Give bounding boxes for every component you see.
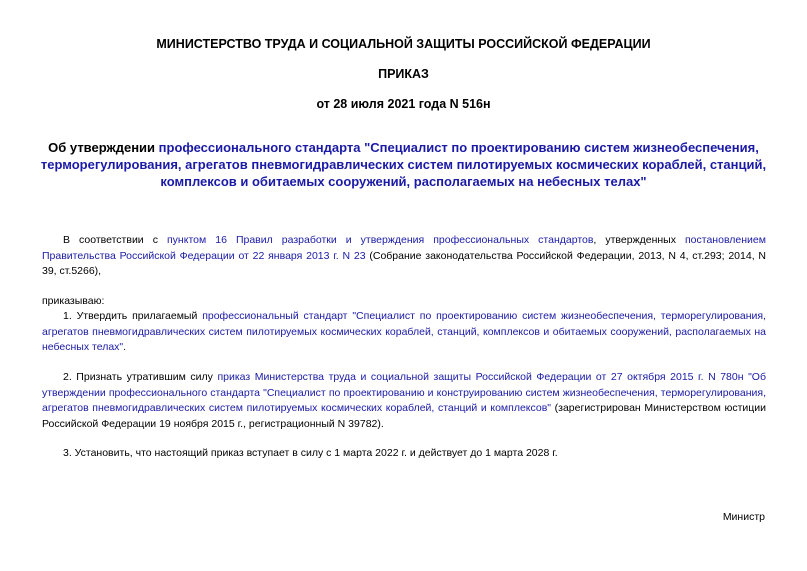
item-2-end: (зарегистрирован Министерством юстиции Российской Федерации 19 ноября 2015 г., регистрационный N 39782). <box>42 402 766 430</box>
item-3-paragraph: 3. Установить, что настоящий приказ вступает в силу с 1 марта 2022 г. и действует до 1 марта 2028 г. <box>63 447 558 459</box>
signature-title: Министр <box>722 511 765 523</box>
title-standard-link[interactable]: профессионального стандарта "Специалист по проектированию систем жизнеобеспечения, терморегулирования, агрегатов пневмогидравлических систем пилотируемых космических кораблей, станций, комплексов и обитаемых сооружений, располагаемых на небесных телах" <box>40 140 767 189</box>
item-1-end: . <box>123 341 127 353</box>
preamble-decree-link[interactable]: постановлением Правительства Российской Федерации от 22 января 2013 г. N 23 <box>42 234 766 262</box>
document-type: ПРИКАЗ <box>378 67 429 81</box>
item-1-text: 1. Утвердить прилагаемый <box>63 310 203 322</box>
item-1-paragraph <box>42 309 766 356</box>
ministry-heading: МИНИСТЕРСТВО ТРУДА И СОЦИАЛЬНОЙ ЗАЩИТЫ РОССИЙСКОЙ ФЕДЕРАЦИИ <box>156 37 651 51</box>
title-prefix: Об утверждении <box>48 140 159 155</box>
document-title <box>40 139 767 190</box>
item-2-text: 2. Признать утратившим силу <box>63 371 218 383</box>
preamble-text-1: В соответствии с <box>63 234 167 246</box>
preamble-paragraph <box>42 233 766 280</box>
preamble-rules-link[interactable]: пунктом 16 Правил разработки и утверждения профессиональных стандартов <box>167 234 594 246</box>
preamble-text-2: , утвержденных <box>593 234 685 246</box>
order-word: приказываю: <box>42 295 105 307</box>
document-date-number: от 28 июля 2021 года N 516н <box>316 97 491 111</box>
item-2-paragraph <box>42 370 766 432</box>
preamble-text-3: (Собрание законодательства Российской Федерации, 2013, N 4, ст.293; 2014, N 39, ст.5266), <box>42 249 766 277</box>
item-1-standard-link[interactable]: профессиональный стандарт "Специалист по проектированию систем жизнеобеспечения, терморегулирования, агрегатов пневмогидравлических систем пилотируемых космических кораблей, станций, комплексов и обитаемых сооружений, располагаемых на небесных телах" <box>42 310 766 353</box>
item-2-order-link[interactable]: приказ Министерства труда и социальной защиты Российской Федерации от 27 октября 2015 г. N 780н "Об утверждении профессионального стандарта "Специалист по проектированию и конструированию систем жизнеобеспечения, терморегулирования, агрегатов пневмогидравлических систем пилотируемых космических кораблей, станций и комплексов" <box>42 371 766 414</box>
